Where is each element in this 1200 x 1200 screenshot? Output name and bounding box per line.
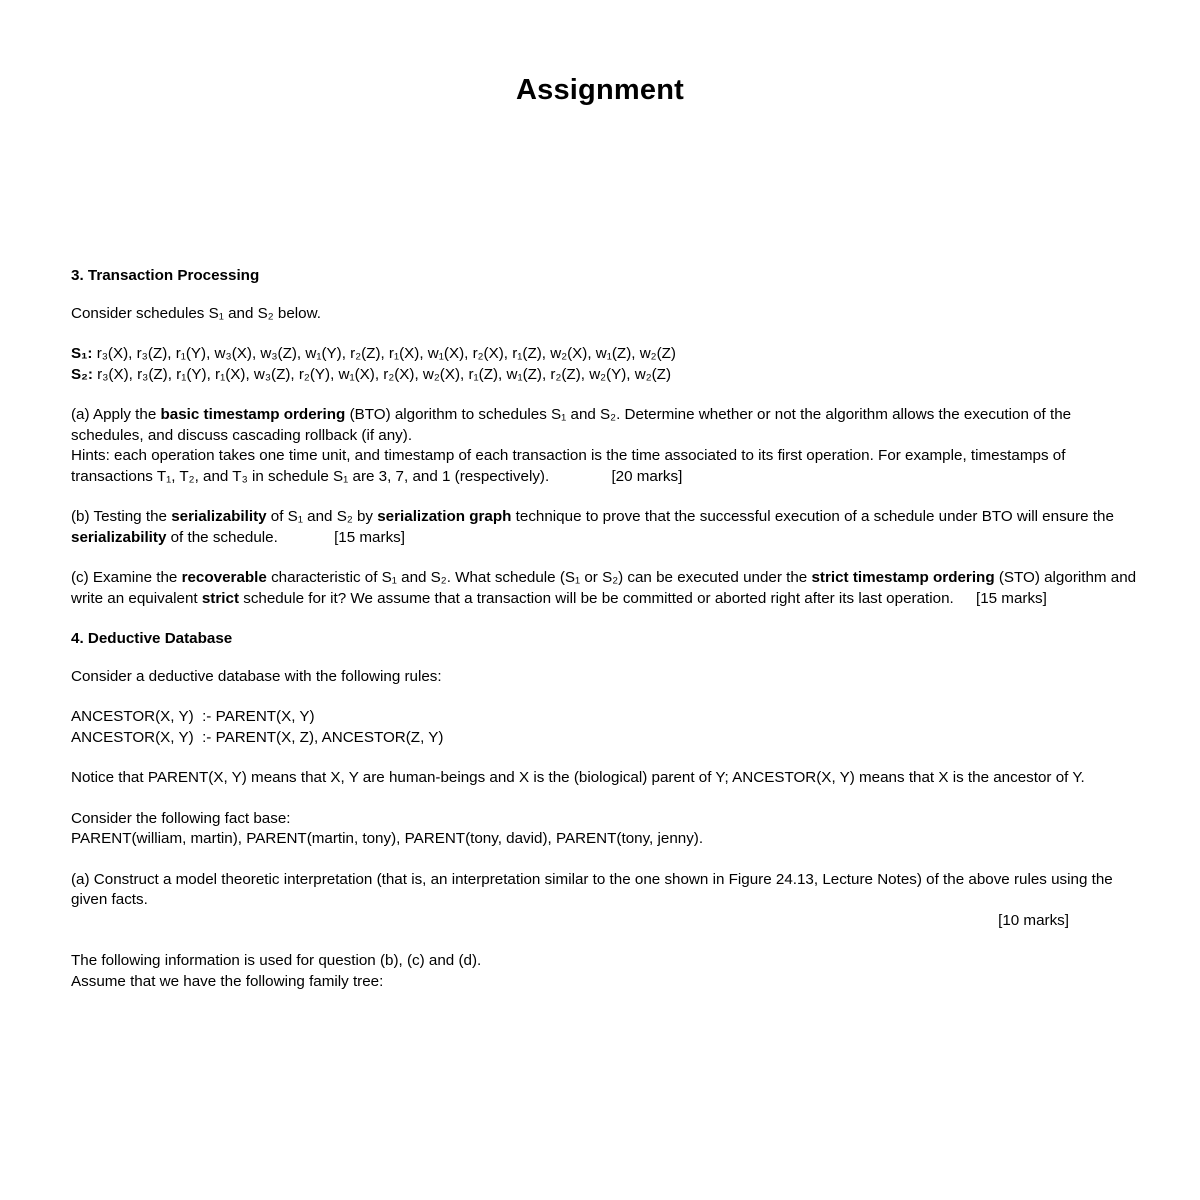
q3c-bold-2: strict timestamp ordering (811, 569, 995, 586)
question-3b (71, 507, 1141, 548)
section-4-intro: Consider a deductive database with the following rules: (71, 667, 442, 685)
q3b-text-3: technique to prove that the successful execution of a schedule under BTO will ensure the (511, 508, 1114, 525)
q3a-hints: Hints: each operation takes one time unit, and timestamp of each transaction is the time associated to its first operation. For example, timestamps of transactions T₁, T₂, and T₃ in schedule S₁ are 3, 7, and 1 (respectively). (71, 447, 1066, 485)
facts-intro: Consider the following fact base: (71, 809, 291, 827)
q3b-text-1: (b) Testing the (71, 508, 172, 525)
q3c-text-3: (STO) algorithm and write an equivalent (71, 569, 1137, 607)
q3c-bold-1: recoverable (181, 569, 267, 586)
section-3-intro: Consider schedules S₁ and S₂ below. (71, 304, 321, 322)
rules-block (71, 707, 1141, 748)
section-4-heading: 4. Deductive Database (71, 630, 233, 647)
q3c-text-4: schedule for it? We assume that a transaction will be be committed or aborted right after its last operation. (239, 589, 954, 607)
rule-1: ANCESTOR(X, Y) :- PARENT(X, Y) (71, 708, 315, 725)
q3b-text-2: of S₁ and S₂ by (266, 508, 378, 525)
schedule-s2-label: S₂: (71, 365, 93, 383)
schedule-s1 (71, 344, 1141, 365)
info-line-2: Assume that we have the following family tree: (71, 972, 384, 990)
question-4a (71, 870, 1141, 932)
q3c-marks: [15 marks] (975, 589, 1047, 607)
q3b-bold-2: serialization graph (377, 508, 512, 525)
q3a-text-1: (a) Apply the (71, 406, 161, 423)
q3a-bold-1: basic timestamp ordering (160, 406, 346, 423)
q3a-marks: [20 marks] (611, 467, 683, 485)
fact-base (71, 809, 1141, 850)
question-3a (71, 405, 1141, 487)
q3a-text-2: (BTO) algorithm to schedules S₁ and S₂. Determine whether or not the algorithm allows the execution of the schedules, and discuss cascading rollback (if any). (71, 406, 1072, 444)
question-3c (71, 568, 1141, 609)
notice-text: Notice that PARENT(X, Y) means that X, Y are human-beings and X is the (biological) parent of Y; ANCESTOR(X, Y) means that X is the ancestor of Y. (71, 769, 1085, 786)
schedules-block (71, 344, 1141, 385)
q3b-bold-1: serializability (171, 508, 267, 525)
q4a-marks: [10 marks] (998, 911, 1069, 929)
section-3-heading: 3. Transaction Processing (71, 267, 260, 284)
info-text (71, 951, 1141, 992)
schedule-s2 (71, 365, 1141, 386)
page-title: Assignment (516, 74, 684, 106)
document-body (71, 266, 1141, 1012)
q3c-bold-3: strict (201, 589, 239, 607)
q3b-bold-3: serializability (71, 528, 167, 546)
q3b-marks: [15 marks] (334, 528, 405, 546)
q3b-text-4: of the schedule. (166, 528, 278, 546)
info-line-1: The following information is used for question (b), (c) and (d). (71, 952, 482, 969)
schedule-s1-ops: r₃(X), r₃(Z), r₁(Y), w₃(X), w₃(Z), w₁(Y), r₂(Z), r₁(X), w₁(X), r₂(X), r₁(Z), w₂(X), w₁(Z), w₂(Z) (92, 345, 676, 362)
schedule-s1-label: S₁: (71, 345, 93, 362)
q3c-text-1: (c) Examine the (71, 569, 182, 586)
q4a-text: (a) Construct a model theoretic interpretation (that is, an interpretation similar to the one shown in Figure 24.13, Lecture Notes) of the above rules using the given facts. (71, 870, 1113, 908)
rule-2: ANCESTOR(X, Y) :- PARENT(X, Z), ANCESTOR(Z, Y) (71, 728, 444, 746)
schedule-s2-ops: r₃(X), r₃(Z), r₁(Y), r₁(X), w₃(Z), r₂(Y), w₁(X), r₂(X), w₂(X), r₁(Z), w₁(Z), r₂(Z), w₂(Y), w₂(Z) (92, 365, 671, 383)
q3c-text-2: characteristic of S₁ and S₂. What schedule (S₁ or S₂) can be executed under the (266, 569, 812, 586)
facts-list: PARENT(william, martin), PARENT(martin, tony), PARENT(tony, david), PARENT(tony, jenny). (71, 830, 704, 847)
